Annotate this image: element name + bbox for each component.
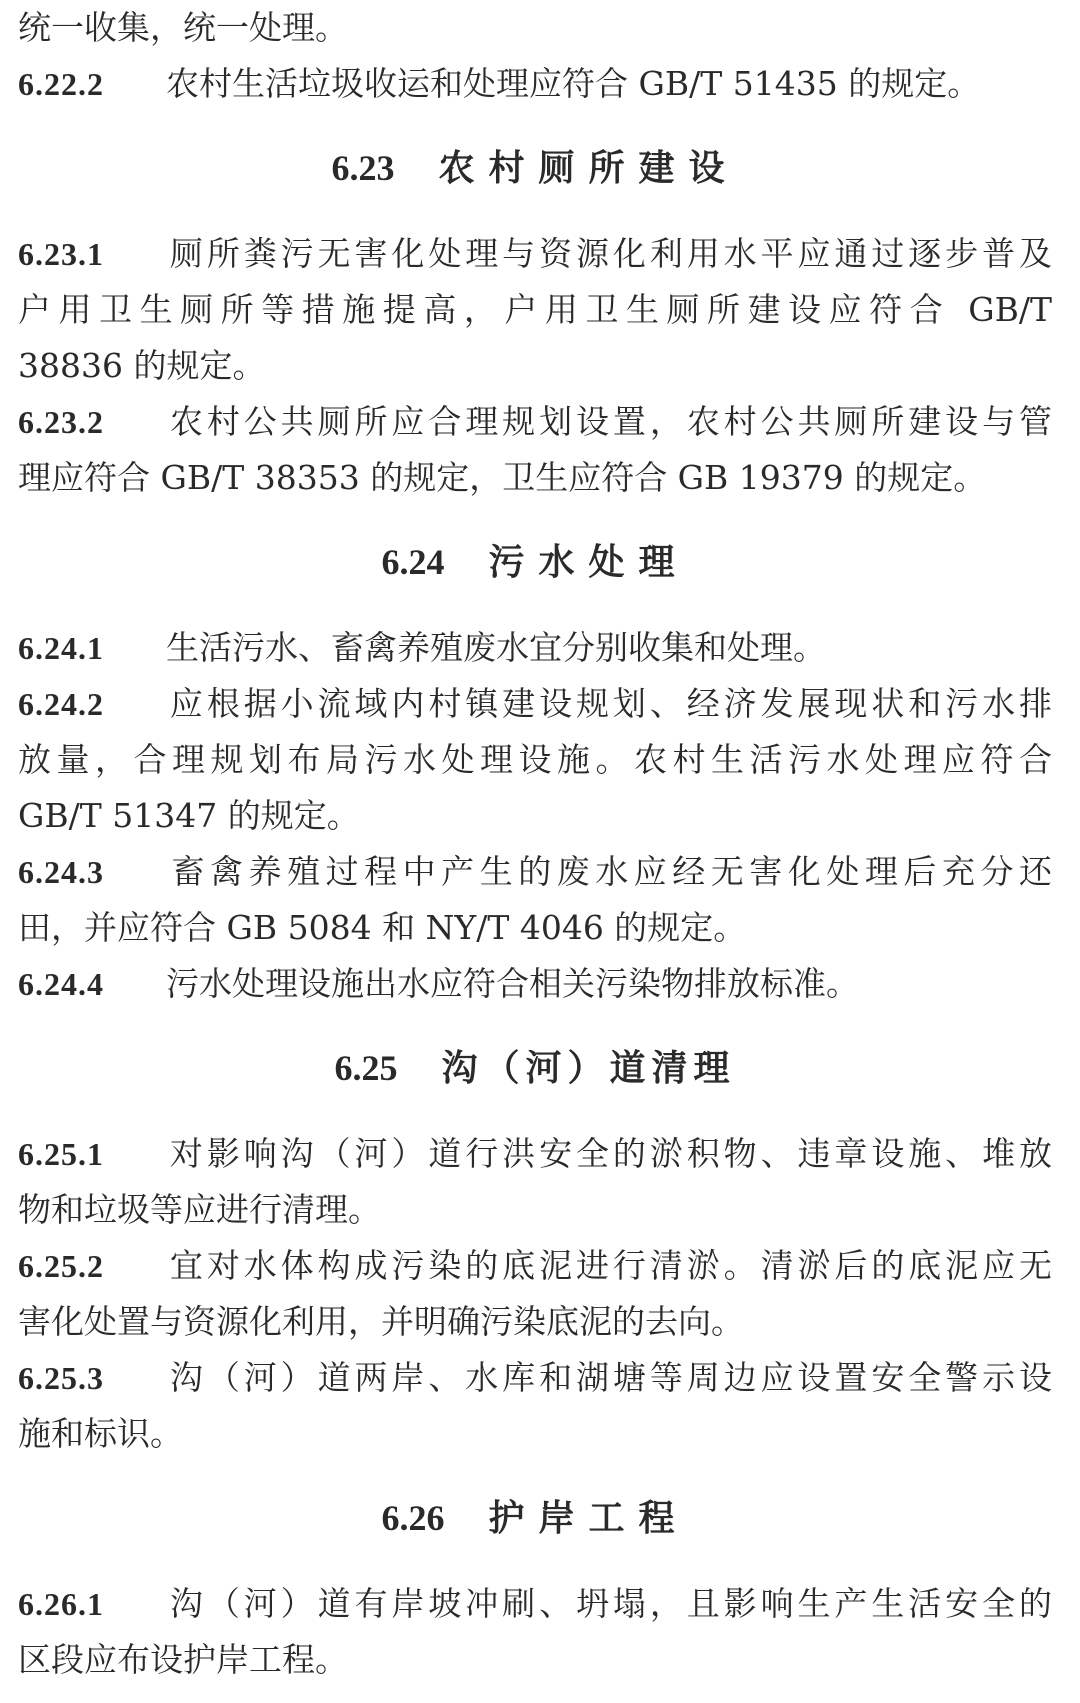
clause-paragraph [18,1238,1052,1350]
clause-number: 6.25.3 [18,1360,104,1396]
clause-text: 农村生活垃圾收运和处理应符合 GB/T 51435 的规定。 [166,64,981,103]
clause-paragraph [18,394,1052,506]
clause-paragraph [18,844,1052,956]
clause-paragraph [18,676,1052,844]
clause-paragraph [18,620,1052,676]
section-number: 6.26 [381,1498,445,1538]
section-title: 农村厕所建设 [438,147,739,189]
clause-paragraph [18,1126,1052,1238]
text-line [18,1406,1052,1462]
clause-text: 宜对水体构成污染的底泥进行清淤。清淤后的底泥应无 [166,1246,1052,1285]
clause-number: 6.24.3 [18,854,104,890]
clause-number: 6.25.2 [18,1248,104,1284]
clause-number: 6.23.2 [18,404,104,440]
text-line [18,956,1052,1012]
section-title: 护岸工程 [488,1497,689,1539]
clause-text: 38836 的规定。 [18,346,266,385]
clause-number: 6.23.1 [18,236,104,272]
text-line [18,450,1052,506]
section-number: 6.24 [381,542,445,582]
text-line [18,56,1052,112]
section-number: 6.23 [331,148,395,188]
clause-text: 厕所粪污无害化处理与资源化利用水平应通过逐步普及 [166,234,1052,273]
text-line [18,900,1052,956]
clause-text: 统一收集，统一处理。 [18,8,348,47]
clause-text: 畜禽养殖过程中产生的废水应经无害化处理后充分还 [166,852,1052,891]
clause-text: 害化处置与资源化利用，并明确污染底泥的去向。 [18,1302,744,1341]
section-title: 沟（河）道清理 [441,1047,736,1089]
clause-text: 应根据小流域内村镇建设规划、经济发展现状和污水排 [166,684,1052,723]
clause-text: 沟（河）道两岸、水库和湖塘等周边应设置安全警示设 [166,1358,1052,1397]
text-line [18,676,1052,732]
clause-text: 物和垃圾等应进行清理。 [18,1190,381,1229]
clause-text: 理应符合 GB/T 38353 的规定，卫生应符合 GB 19379 的规定。 [18,458,987,497]
clause-number: 6.22.2 [18,66,104,102]
clause-number: 6.26.1 [18,1586,104,1622]
section-title: 污水处理 [488,541,689,583]
clause-number: 6.24.2 [18,686,104,722]
text-line [18,1182,1052,1238]
clause-text: 区段应布设护岸工程。 [18,1640,348,1679]
clause-text: 污水处理设施出水应符合相关污染物排放标准。 [166,964,859,1003]
text-line [18,788,1052,844]
clause-text: 生活污水、畜禽养殖废水宜分别收集和处理。 [166,628,826,667]
section-number: 6.25 [334,1048,398,1088]
text-line [18,226,1052,282]
text-line [18,1126,1052,1182]
text-line [18,732,1052,788]
text-line [18,394,1052,450]
section-heading [18,534,1052,590]
text-line [18,1632,1052,1688]
text-line [18,282,1052,338]
section-heading [18,1490,1052,1546]
clause-text: 户用卫生厕所等措施提高，户用卫生厕所建设应符合 GB/T [18,290,1052,329]
clause-text: GB/T 51347 的规定。 [18,796,360,835]
section-heading [18,140,1052,196]
text-line [18,1294,1052,1350]
paragraph-continuation [18,0,1052,56]
clause-paragraph [18,226,1052,394]
clause-text: 放量，合理规划布局污水处理设施。农村生活污水处理应符合 [18,740,1052,779]
clause-text: 沟（河）道有岸坡冲刷、坍塌，且影响生产生活安全的 [166,1584,1052,1623]
clause-number: 6.24.4 [18,966,104,1002]
text-line [18,338,1052,394]
clause-paragraph [18,1350,1052,1462]
clause-text: 施和标识。 [18,1414,183,1453]
text-line [18,1238,1052,1294]
text-line [18,844,1052,900]
clause-paragraph [18,56,1052,112]
text-line [18,1350,1052,1406]
clause-text: 对影响沟（河）道行洪安全的淤积物、违章设施、堆放 [166,1134,1052,1173]
clause-text: 农村公共厕所应合理规划设置，农村公共厕所建设与管 [166,402,1052,441]
text-line [18,1576,1052,1632]
clause-paragraph [18,1576,1052,1688]
clause-number: 6.25.1 [18,1136,104,1172]
text-line [18,620,1052,676]
clause-number: 6.24.1 [18,630,104,666]
section-heading [18,1040,1052,1096]
clause-text: 田，并应符合 GB 5084 和 NY/T 4046 的规定。 [18,908,747,947]
text-line [18,0,1052,56]
clause-paragraph [18,956,1052,1012]
